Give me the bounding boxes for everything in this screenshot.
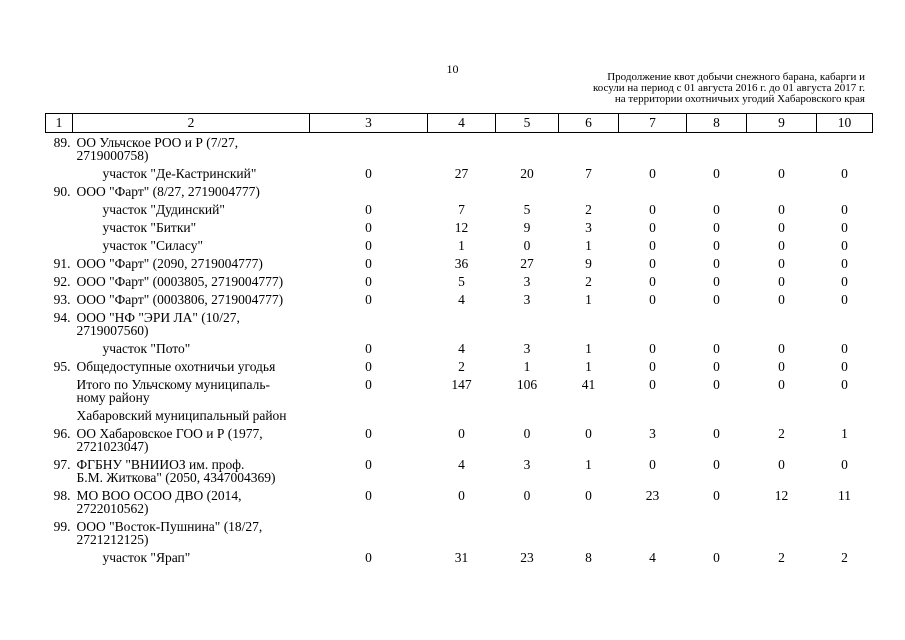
row-value-col-7: 0: [649, 202, 656, 217]
column-header-5: 5: [496, 114, 559, 133]
row-value-col-3: [310, 182, 428, 200]
row-name-line: ООО "Фарт" (0003806, 2719004777): [76, 292, 284, 307]
row-value-col-9: 0: [778, 238, 785, 253]
row-number: 90.: [53, 184, 71, 199]
row-name: [73, 236, 310, 254]
row-number: 89.: [53, 135, 71, 150]
row-number: 91.: [53, 256, 71, 271]
row-value-col-5: 9: [523, 220, 531, 235]
row-value-col-4: 4: [458, 457, 465, 472]
table-row: [46, 308, 873, 339]
row-value-col-9: 0: [778, 457, 785, 472]
row-value-col-4: 27: [454, 166, 469, 181]
row-number: [46, 164, 73, 182]
row-value-col-9: 0: [778, 359, 785, 374]
row-value-col-8: [687, 182, 747, 200]
table-row: [46, 486, 873, 517]
column-header-3: 3: [310, 114, 428, 133]
row-value-col-4: 36: [454, 256, 469, 271]
row-name: [73, 455, 310, 486]
header-row: [46, 114, 873, 133]
row-value-col-7: 0: [649, 166, 656, 181]
row-name-line: 2721023047): [76, 439, 149, 454]
caption-line: Продолжение квот добычи снежного барана, кабарги и: [607, 71, 865, 83]
row-value-col-7: 4: [649, 550, 656, 565]
row-value-col-10: [817, 406, 873, 424]
row-value-col-10: 0: [841, 457, 848, 472]
row-value-col-9: 0: [778, 166, 785, 181]
row-name-line: ОО Хабаровское ГОО и Р (1977,: [76, 426, 263, 441]
table-row: [46, 272, 873, 290]
row-name-line: ООО "НФ "ЭРИ ЛА" (10/27,: [76, 310, 240, 325]
row-value-col-3: 0: [365, 359, 372, 374]
row-name: [73, 133, 310, 165]
row-name-line: участок "Силасу": [102, 238, 203, 253]
row-value-col-6: 1: [585, 457, 592, 472]
quota-table: [45, 113, 873, 566]
row-value-col-4: 2: [458, 359, 465, 374]
row-value-col-10: 0: [841, 220, 848, 235]
row-value-col-5: 0: [523, 426, 531, 441]
table-row: [46, 406, 873, 424]
row-value-col-6: [559, 308, 619, 339]
row-value-col-4: [428, 308, 496, 339]
table-row: [46, 133, 873, 165]
row-value-col-6: 3: [585, 220, 592, 235]
column-header-4: 4: [428, 114, 496, 133]
row-value-col-8: 0: [713, 166, 720, 181]
row-number: 95.: [53, 359, 71, 374]
row-value-col-7: 0: [649, 292, 656, 307]
row-name: [73, 517, 310, 548]
row-value-col-10: [817, 308, 873, 339]
table-row: [46, 424, 873, 455]
row-name: [73, 272, 310, 290]
row-value-col-9: [747, 406, 817, 424]
row-name: [73, 375, 310, 406]
row-name-line: ООО "Фарт" (0003805, 2719004777): [76, 274, 284, 289]
row-value-col-10: 0: [841, 202, 848, 217]
row-value-col-4: 147: [451, 377, 472, 392]
row-value-col-6: 1: [585, 238, 592, 253]
row-name: [73, 548, 310, 566]
row-value-col-5: 20: [520, 166, 534, 181]
row-name-line: участок "Ярап": [102, 550, 191, 565]
row-number: [46, 236, 73, 254]
row-name-line: МО ВОО ОСОО ДВО (2014,: [76, 488, 242, 503]
row-number: 92.: [53, 274, 71, 289]
row-value-col-4: [428, 406, 496, 424]
row-value-col-3: [310, 517, 428, 548]
row-name-line: ООО "Фарт" (2090, 2719004777): [76, 256, 263, 271]
row-value-col-6: 1: [585, 359, 592, 374]
row-value-col-6: 8: [585, 550, 592, 565]
row-value-col-7: 0: [649, 256, 656, 271]
row-value-col-4: 0: [458, 488, 465, 503]
row-value-col-6: 1: [585, 292, 592, 307]
row-value-col-5: [496, 517, 559, 548]
row-value-col-10: [817, 133, 873, 165]
row-value-col-9: 12: [774, 488, 789, 503]
row-value-col-9: [747, 517, 817, 548]
row-value-col-6: [559, 182, 619, 200]
row-value-col-9: [747, 133, 817, 165]
row-name-line: Б.М. Житкова" (2050, 4347004369): [76, 470, 276, 485]
row-value-col-9: 2: [778, 550, 785, 565]
row-value-col-6: 2: [585, 202, 592, 217]
row-value-col-4: 7: [458, 202, 465, 217]
row-value-col-6: 41: [581, 377, 596, 392]
row-value-col-7: 0: [649, 359, 656, 374]
row-value-col-8: 0: [713, 238, 720, 253]
row-value-col-9: 2: [778, 426, 785, 441]
row-value-col-9: 0: [778, 202, 785, 217]
row-value-col-7: 0: [649, 341, 656, 356]
row-value-col-9: [747, 308, 817, 339]
row-value-col-5: [496, 406, 559, 424]
row-value-col-4: 12: [454, 220, 469, 235]
row-name-line: 2722010562): [76, 501, 149, 516]
column-header-8: 8: [687, 114, 747, 133]
row-number: 97.: [53, 457, 71, 472]
row-value-col-6: [559, 517, 619, 548]
column-header-10: 10: [817, 114, 873, 133]
row-value-col-5: [496, 308, 559, 339]
row-value-col-3: 0: [365, 238, 372, 253]
row-name: [73, 254, 310, 272]
row-value-col-10: 1: [841, 426, 848, 441]
row-value-col-5: 27: [520, 256, 534, 271]
row-value-col-3: 0: [365, 256, 372, 271]
row-number: 98.: [53, 488, 71, 503]
row-value-col-7: 0: [649, 457, 656, 472]
table-row: [46, 375, 873, 406]
row-name: [73, 308, 310, 339]
row-value-col-9: 0: [778, 256, 785, 271]
row-value-col-8: 0: [713, 359, 720, 374]
row-value-col-10: 0: [841, 166, 848, 181]
row-value-col-3: 0: [365, 166, 372, 181]
row-value-col-3: 0: [365, 377, 372, 392]
row-number: [46, 200, 73, 218]
row-value-col-10: 0: [841, 377, 848, 392]
row-value-col-10: 11: [838, 488, 851, 503]
row-name-line: ОО Ульчское РОО и Р (7/27,: [76, 135, 239, 150]
column-header-2: 2: [73, 114, 310, 133]
row-name-line: 2719000758): [76, 148, 149, 163]
table-row: [46, 290, 873, 308]
row-value-col-7: 0: [649, 220, 656, 235]
row-value-col-9: 0: [778, 274, 785, 289]
row-value-col-8: 0: [713, 341, 720, 356]
row-value-col-8: [687, 133, 747, 165]
row-number: 96.: [53, 426, 71, 441]
row-value-col-6: 1: [585, 341, 592, 356]
row-value-col-10: 0: [841, 256, 848, 271]
row-value-col-10: 0: [841, 292, 848, 307]
row-value-col-10: 2: [841, 550, 848, 565]
row-name-line: участок "Битки": [102, 220, 197, 235]
row-name-line: Хабаровский муниципальный район: [76, 408, 287, 423]
row-value-col-3: 0: [365, 426, 372, 441]
row-value-col-7: [619, 182, 687, 200]
row-value-col-4: [428, 182, 496, 200]
row-value-col-8: [687, 308, 747, 339]
row-value-col-5: 5: [523, 202, 531, 217]
table-row: [46, 182, 873, 200]
row-name-line: 2719007560): [76, 323, 149, 338]
row-value-col-5: [496, 133, 559, 165]
column-header-9: 9: [747, 114, 817, 133]
row-value-col-3: 0: [365, 220, 372, 235]
column-header-6: 6: [559, 114, 619, 133]
row-name-line: участок "Дудинский": [102, 202, 225, 217]
table-body: [46, 133, 873, 567]
row-value-col-5: 0: [523, 488, 531, 503]
row-value-col-5: 0: [523, 238, 531, 253]
row-value-col-7: [619, 517, 687, 548]
row-number: [46, 375, 73, 406]
row-number: 94.: [53, 310, 71, 325]
row-value-col-6: 0: [585, 488, 592, 503]
row-value-col-4: [428, 133, 496, 165]
row-name: [73, 218, 310, 236]
table-row: [46, 548, 873, 566]
row-name-line: Итого по Ульчскому муниципаль-: [76, 377, 271, 392]
row-value-col-8: 0: [713, 457, 720, 472]
row-value-col-8: 0: [713, 426, 720, 441]
row-name: [73, 486, 310, 517]
row-name: [73, 164, 310, 182]
row-value-col-5: 3: [523, 457, 531, 472]
row-value-col-5: 3: [523, 274, 531, 289]
row-value-col-5: 3: [523, 292, 531, 307]
row-value-col-10: 0: [841, 341, 848, 356]
table-row: [46, 236, 873, 254]
row-name-line: Общедоступные охотничьи угодья: [76, 359, 276, 374]
row-name: [73, 406, 310, 424]
table-row: [46, 200, 873, 218]
row-name: [73, 290, 310, 308]
row-value-col-3: [310, 133, 428, 165]
row-name-line: участок "Де-Кастринский": [102, 166, 257, 181]
row-value-col-3: 0: [365, 488, 372, 503]
row-value-col-4: 4: [458, 292, 465, 307]
row-value-col-6: 9: [585, 256, 592, 271]
row-value-col-4: [428, 517, 496, 548]
row-value-col-6: 2: [585, 274, 592, 289]
row-value-col-10: [817, 517, 873, 548]
row-number: [46, 548, 73, 566]
row-value-col-9: [747, 182, 817, 200]
row-number: [46, 339, 73, 357]
row-value-col-8: 0: [713, 220, 720, 235]
row-value-col-4: 0: [458, 426, 465, 441]
row-value-col-3: 0: [365, 550, 372, 565]
row-number: [46, 218, 73, 236]
row-value-col-5: [496, 182, 559, 200]
row-name-line: ФГБНУ "ВНИИОЗ им. проф.: [76, 457, 245, 472]
row-value-col-8: 0: [713, 274, 720, 289]
row-value-col-3: [310, 308, 428, 339]
row-value-col-7: 23: [645, 488, 660, 503]
row-value-col-4: 4: [458, 341, 465, 356]
row-value-col-7: [619, 406, 687, 424]
caption-line: на территории охотничьих угодий Хабаровского края: [614, 93, 865, 105]
row-value-col-5: 3: [523, 341, 531, 356]
row-value-col-8: 0: [713, 550, 720, 565]
column-header-1: 1: [46, 114, 73, 133]
row-value-col-10: 0: [841, 359, 848, 374]
table-caption: [535, 72, 865, 105]
row-name-line: ООО "Фарт" (8/27, 2719004777): [76, 184, 260, 199]
row-name-line: 2721212125): [76, 532, 149, 547]
row-value-col-3: 0: [365, 457, 372, 472]
row-value-col-7: 3: [649, 426, 656, 441]
row-name: [73, 357, 310, 375]
row-value-col-7: 0: [649, 377, 656, 392]
row-name-line: ному району: [76, 390, 150, 405]
row-value-col-3: 0: [365, 341, 372, 356]
row-value-col-3: 0: [365, 274, 372, 289]
row-name: [73, 182, 310, 200]
row-value-col-3: 0: [365, 292, 372, 307]
row-name-line: ООО "Восток-Пушнина" (18/27,: [76, 519, 263, 534]
row-number: [46, 406, 73, 424]
row-value-col-8: [687, 517, 747, 548]
column-header-7: 7: [619, 114, 687, 133]
row-value-col-4: 5: [458, 274, 465, 289]
row-value-col-3: 0: [365, 202, 372, 217]
row-value-col-8: 0: [713, 202, 720, 217]
row-value-col-8: [687, 406, 747, 424]
row-value-col-5: 106: [516, 377, 538, 392]
row-value-col-9: 0: [778, 292, 785, 307]
row-value-col-9: 0: [778, 341, 785, 356]
row-number: 93.: [53, 292, 71, 307]
table-row: [46, 517, 873, 548]
table-row: [46, 254, 873, 272]
row-value-col-4: 1: [458, 238, 465, 253]
row-value-col-9: 0: [778, 377, 785, 392]
table-row: [46, 455, 873, 486]
row-value-col-6: 7: [585, 166, 592, 181]
table-row: [46, 339, 873, 357]
row-value-col-6: [559, 133, 619, 165]
row-value-col-8: 0: [713, 256, 720, 271]
row-value-col-5: 1: [523, 359, 531, 374]
row-value-col-6: 0: [585, 426, 592, 441]
row-value-col-9: 0: [778, 220, 785, 235]
row-name: [73, 424, 310, 455]
row-value-col-7: [619, 133, 687, 165]
row-value-col-7: 0: [649, 274, 656, 289]
row-value-col-10: [817, 182, 873, 200]
row-value-col-7: 0: [649, 238, 656, 253]
row-value-col-8: 0: [713, 488, 720, 503]
table-row: [46, 218, 873, 236]
row-value-col-3: [310, 406, 428, 424]
caption-line: косули на период с 01 августа 2016 г. до 01 августа 2017 г.: [592, 82, 865, 94]
row-value-col-10: 0: [841, 238, 848, 253]
table-row: [46, 164, 873, 182]
row-value-col-10: 0: [841, 274, 848, 289]
row-value-col-6: [559, 406, 619, 424]
row-name-line: участок "Пото": [102, 341, 191, 356]
row-number: 99.: [53, 519, 71, 534]
table-row: [46, 357, 873, 375]
row-value-col-8: 0: [713, 292, 720, 307]
page-number: 10: [446, 62, 459, 76]
row-value-col-4: 31: [454, 550, 469, 565]
row-value-col-8: 0: [713, 377, 720, 392]
row-value-col-7: [619, 308, 687, 339]
row-value-col-5: 23: [520, 550, 534, 565]
row-name: [73, 339, 310, 357]
row-name: [73, 200, 310, 218]
